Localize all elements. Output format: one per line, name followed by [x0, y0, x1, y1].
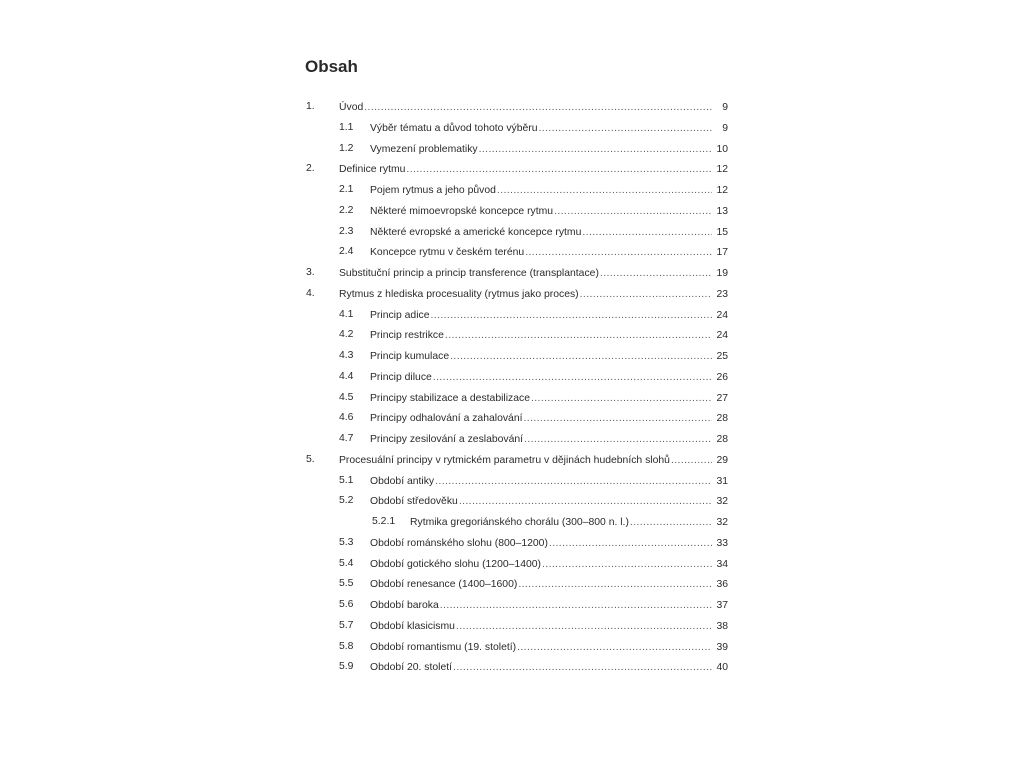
toc-dot-leader [450, 350, 712, 364]
toc-entry-row [370, 433, 728, 447]
toc-entry [306, 266, 728, 287]
toc-page-number: 33 [716, 537, 728, 549]
toc-entry-label: Vymezení problematiky [370, 143, 478, 155]
toc-entry-row [370, 309, 728, 323]
toc-dot-leader [364, 101, 712, 115]
toc-entry-row [370, 205, 728, 219]
toc-entry-label: Úvod [339, 102, 364, 113]
toc-entry-label: Koncepce rytmu v českém terénu [370, 247, 525, 259]
toc-dot-leader [433, 371, 712, 385]
page-title: Obsah [305, 57, 358, 76]
toc-page-number: 12 [716, 164, 728, 176]
toc-entry-row [370, 143, 728, 157]
toc-entry-row [370, 661, 728, 675]
toc-entry [306, 660, 728, 681]
toc-entry-label: Období 20. století [370, 662, 453, 674]
toc-page-number: 27 [716, 392, 728, 404]
toc-page-number: 28 [716, 413, 728, 425]
toc-entry [306, 100, 728, 121]
toc-page-number: 37 [716, 600, 728, 611]
toc-entry-row [370, 392, 728, 406]
toc-page-number: 32 [716, 496, 728, 508]
toc-dot-leader [459, 495, 712, 509]
toc-entry-row [410, 516, 728, 530]
toc-entry-label: Principy stabilizace a destabilizace [370, 392, 530, 404]
toc-entry-label: Období antiky [370, 475, 435, 487]
toc-entry-number: 2.2 [339, 204, 354, 216]
toc-entry [306, 536, 728, 557]
toc-page-number: 40 [716, 662, 728, 674]
toc-entry-label: Období romantismu (19. století) [370, 641, 517, 653]
toc-entry [306, 142, 728, 163]
toc-entry-number: 5.2.1 [372, 516, 396, 527]
toc-dot-leader [435, 475, 712, 489]
toc-dot-leader [440, 599, 712, 613]
toc-entry [306, 204, 728, 225]
toc-page-number: 19 [716, 268, 728, 279]
toc-entry-label: Substituční princip a princip transference (transplantace) [339, 268, 599, 279]
toc-entry-row [370, 558, 728, 572]
toc-entry-number: 5.7 [339, 619, 354, 631]
toc-dot-leader [531, 392, 712, 406]
toc-dot-leader [600, 267, 712, 281]
toc-entry-number: 1.1 [339, 121, 354, 133]
toc-dot-leader [582, 226, 712, 240]
toc-entry-number: 2.3 [339, 225, 354, 237]
toc-entry-label: Rytmika gregoriánského chorálu (300–800 n. l.) [410, 517, 629, 528]
toc-entry-label: Některé evropské a americké koncepce rytmu [370, 226, 582, 238]
toc-entry-number: 4.1 [339, 308, 354, 320]
toc-entry-row [339, 267, 728, 281]
toc-entry [306, 183, 728, 204]
toc-entry-label: Princip restrikce [370, 330, 444, 342]
toc-page-number: 24 [716, 309, 728, 321]
toc-dot-leader [456, 620, 712, 634]
toc-entry-label: Princip diluce [370, 371, 432, 383]
toc-page-number: 36 [716, 579, 728, 591]
toc-page-number: 12 [716, 185, 728, 196]
toc-dot-leader [554, 205, 712, 219]
toc-entry-row [370, 122, 728, 136]
toc-page-number: 9 [722, 122, 728, 134]
toc-entry-number: 5.4 [339, 557, 354, 569]
toc-entry-row [370, 184, 728, 198]
toc-entry-number: 5.9 [339, 661, 354, 673]
toc-entry-number: 1.2 [339, 142, 354, 154]
toc-entry [306, 432, 728, 453]
toc-page-number: 13 [716, 205, 728, 217]
toc-dot-leader [517, 641, 712, 655]
toc-entry-number: 4.4 [339, 370, 354, 382]
toc-entry-row [370, 412, 728, 426]
toc-entry [306, 162, 728, 183]
toc-page-number: 31 [716, 475, 728, 487]
toc-entry-row [339, 163, 728, 177]
toc-dot-leader [549, 537, 712, 551]
toc-dot-leader [453, 661, 712, 675]
toc-page-number: 34 [716, 558, 728, 570]
toc-entry [306, 640, 728, 661]
toc-entry-number: 2. [306, 163, 315, 175]
toc-entry-number: 1. [306, 101, 315, 112]
toc-entry-row [339, 101, 728, 115]
toc-page-number: 17 [716, 247, 728, 259]
toc-entry [306, 557, 728, 578]
toc-dot-leader [630, 516, 712, 530]
toc-entry-number: 4.6 [339, 412, 354, 424]
toc-page-number: 23 [716, 288, 728, 300]
toc-entry-label: Princip adice [370, 309, 430, 321]
toc-entry-label: Principy zesilování a zeslabování [370, 434, 524, 445]
toc-entry [306, 328, 728, 349]
toc-dot-leader [406, 163, 712, 177]
toc-entry [306, 494, 728, 515]
toc-entry-row [370, 246, 728, 260]
toc-entry-row [370, 226, 728, 240]
toc-entry [306, 619, 728, 640]
toc-page-number: 9 [722, 102, 728, 113]
toc-entry-label: Procesuální principy v rytmickém parametru v dějinách hudebních slohů [339, 454, 670, 466]
toc-entry-label: Pojem rytmus a jeho původ [370, 185, 496, 196]
toc-dot-leader [445, 329, 712, 343]
toc-dot-leader [479, 143, 712, 157]
toc-entry-row [370, 641, 728, 655]
toc-entry-number: 2.4 [339, 246, 354, 258]
toc-entry-row [370, 620, 728, 634]
toc-entry-number: 5. [306, 453, 315, 465]
toc-entry-number: 5.6 [339, 599, 354, 610]
toc-entry-row [339, 454, 728, 468]
toc-entry [306, 598, 728, 619]
toc-entry [306, 370, 728, 391]
toc-entry-row [370, 578, 728, 592]
toc-entry-label: Definice rytmu [339, 164, 406, 176]
toc-entry [306, 245, 728, 266]
toc-entry-number: 5.5 [339, 578, 354, 590]
toc-entry-label: Principy odhalování a zahalování [370, 413, 523, 425]
toc-entry-number: 4.3 [339, 350, 354, 361]
toc-entry-number: 5.1 [339, 474, 354, 486]
toc-dot-leader [518, 578, 712, 592]
toc-entry-label: Princip kumulace [370, 351, 450, 362]
toc-entry-label: Některé mimoevropské koncepce rytmu [370, 205, 554, 217]
toc-entry-row [370, 495, 728, 509]
toc-entry-label: Období románského slohu (800–1200) [370, 537, 548, 549]
toc-dot-leader [431, 309, 713, 323]
toc-entry-row [370, 599, 728, 613]
toc-entry [306, 391, 728, 412]
toc-entry-label: Výběr tématu a důvod tohoto výběru [370, 122, 538, 134]
toc-entry [306, 121, 728, 142]
toc-page-number: 32 [716, 517, 728, 528]
toc-entry [306, 411, 728, 432]
toc-entry-number: 5.3 [339, 536, 354, 548]
toc-entry [306, 453, 728, 474]
toc-entry-row [370, 329, 728, 343]
toc-entry-row [339, 288, 728, 302]
toc-entry [306, 225, 728, 246]
toc-entry-label: Období středověku [370, 496, 458, 508]
toc-entry [306, 287, 728, 308]
toc-entry-label: Období klasicismu [370, 620, 455, 632]
toc-page-number: 15 [716, 226, 728, 238]
toc-page-number: 10 [716, 143, 728, 155]
toc-entry-number: 4.7 [339, 433, 354, 444]
toc-entry-label: Rytmus z hlediska procesuality (rytmus jako proces) [339, 288, 579, 300]
toc-dot-leader [525, 246, 712, 260]
toc-entry-label: Období gotického slohu (1200–1400) [370, 558, 541, 570]
toc-entry [306, 349, 728, 370]
toc-entry-number: 3. [306, 267, 315, 278]
toc-entry-number: 5.8 [339, 640, 354, 652]
toc-entry-row [370, 475, 728, 489]
table-of-contents [306, 100, 728, 681]
toc-dot-leader [539, 122, 712, 136]
toc-entry-number: 2.1 [339, 184, 354, 195]
toc-dot-leader [524, 412, 713, 426]
toc-page-number: 28 [716, 434, 728, 445]
toc-dot-leader [580, 288, 712, 302]
toc-entry-number: 4. [306, 287, 315, 299]
toc-entry [306, 515, 728, 536]
toc-entry [306, 308, 728, 329]
toc-entry [306, 474, 728, 495]
toc-entry-label: Období renesance (1400–1600) [370, 579, 518, 591]
toc-page-number: 38 [716, 620, 728, 632]
toc-entry-row [370, 350, 728, 364]
toc-dot-leader [671, 454, 712, 468]
toc-page-number: 39 [716, 641, 728, 653]
toc-entry-row [370, 371, 728, 385]
toc-dot-leader [497, 184, 712, 198]
toc-entry-label: Období baroka [370, 600, 439, 611]
toc-entry-row [370, 537, 728, 551]
toc-page-number: 24 [716, 330, 728, 342]
toc-entry-number: 4.2 [339, 329, 354, 341]
toc-entry [306, 577, 728, 598]
toc-dot-leader [524, 433, 712, 447]
toc-page-number: 29 [716, 454, 728, 466]
toc-entry-number: 4.5 [339, 391, 354, 403]
toc-dot-leader [542, 558, 712, 572]
toc-page-number: 25 [716, 351, 728, 362]
toc-entry-number: 5.2 [339, 495, 354, 507]
toc-page-number: 26 [716, 371, 728, 383]
